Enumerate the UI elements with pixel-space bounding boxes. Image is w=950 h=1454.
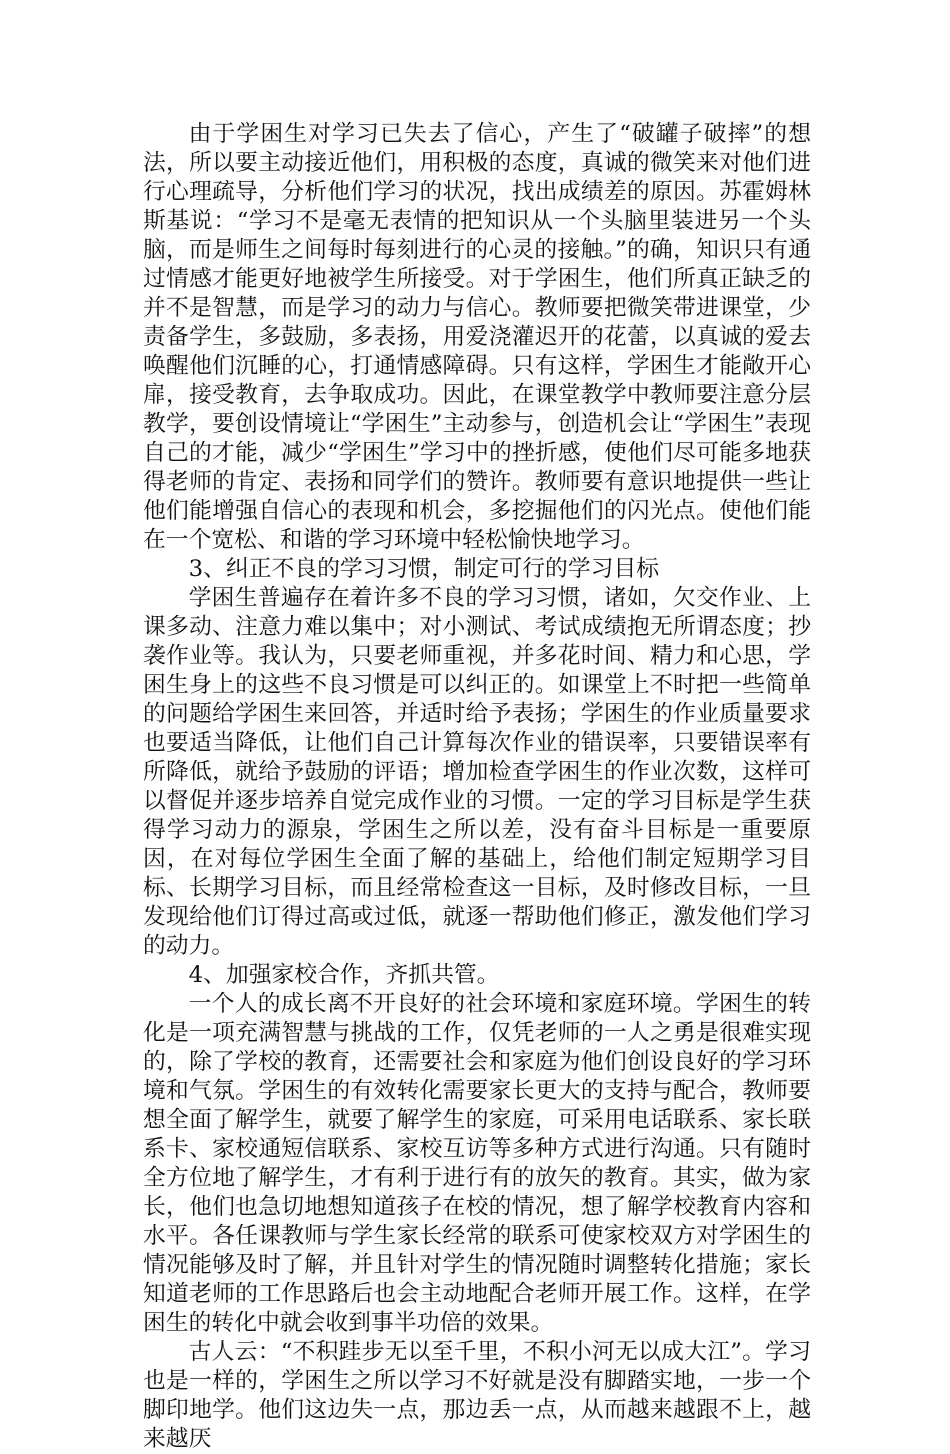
heading-section-4: 4、加强家校合作，齐抓共管。 xyxy=(188,962,500,988)
heading-section-3: 3、纠正不良的学习习惯，制定可行的学习目标 xyxy=(188,556,660,582)
paragraph-study-habits: 学困生普遍存在着许多不良的学习习惯，诸如，欠交作业、上课多动、注意力难以集中；对小测试、考试成绩抱无所谓态度；抄袭作业等。我认为，只要老师重视，并多花时间、精力和心思，学困生身上的这些不良习惯是可以纠正的。如课堂上不时把一些简单的问题给学困生来回答，并适时给予表扬；学困生的作业质量要求也要适当降低，让他们自己计算每次作业的错误率，只要错误率有所降低，就给予鼓励的评语；增加检查学困生的作业次数，这样可以督促并逐步培养自觉完成作业的习惯。一定的学习目标是学生获得学习动力的源泉，学困生之所以差，没有奋斗目标是一重要原因，在对每位学困生全面了解的基础上，给他们制定短期学习目标、长期学习目标，而且经常检查这一目标，及时修改目标，一旦发现给他们订得过高或过低，就逐一帮助他们修正，激发他们学习的动力。 xyxy=(143,585,811,959)
document-body xyxy=(143,120,811,1454)
paragraph-proverb: 古人云：“不积跬步无以至千里，不积小河无以成大江”。学习也是一样的，学困生之所以学习不好就是没有脚踏实地，一步一个脚印地学。他们这边失一点，那边丢一点，从而越来越跟不上，越来越厌 xyxy=(143,1339,811,1452)
paragraph-home-school: 一个人的成长离不开良好的社会环境和家庭环境。学困生的转化是一项充满智慧与挑战的工作，仅凭老师的一人之勇是很难实现的，除了学校的教育，还需要社会和家庭为他们创设良好的学习环境和气氛。学困生的有效转化需要家长更大的支持与配合，教师要想全面了解学生，就要了解学生的家庭，可采用电话联系、家长联系卡、家校通短信联系、家校互访等多种方式进行沟通。只有随时全方位地了解学生，才有利于进行有的放矢的教育。其实，做为家长，他们也急切地想知道孩子在校的情况，想了解学校教育内容和水平。各任课教师与学生家长经常的联系可使家校双方对学困生的情况能够及时了解，并且针对学生的情况随时调整转化措施；家长知道老师的工作思路后也会主动地配合老师开展工作。这样，在学困生的转化中就会收到事半功倍的效果。 xyxy=(143,991,811,1336)
paragraph-encouragement: 由于学困生对学习已失去了信心，产生了“破罐子破摔”的想法，所以要主动接近他们，用积极的态度，真诚的微笑来对他们进行心理疏导，分析他们学习的状况，找出成绩差的原因。苏霍姆林斯基说：“学习不是毫无表情的把知识从一个头脑里装进另一个头脑，而是师生之间每时每刻进行的心灵的接触。”的确，知识只有通过情感才能更好地被学生所接受。对于学困生，他们所真正缺乏的并不是智慧，而是学习的动力与信心。教师要把微笑带进课堂，少责备学生，多鼓励，多表扬，用爱浇灌迟开的花蕾，以真诚的爱去唤醒他们沉睡的心，打通情感障碍。只有这样，学困生才能敞开心扉，接受教育，去争取成功。因此，在课堂教学中教师要注意分层教学，要创设情境让“学困生”主动参与，创造机会让“学困生”表现自己的才能，减少“学困生”学习中的挫折感，使他们尽可能多地获得老师的肯定、表扬和同学们的赞许。教师要有意识地提供一些让他们能增强自信心的表现和机会，多挖掘他们的闪光点。使他们能在一个宽松、和谐的学习环境中轻松愉快地学习。 xyxy=(143,121,811,553)
